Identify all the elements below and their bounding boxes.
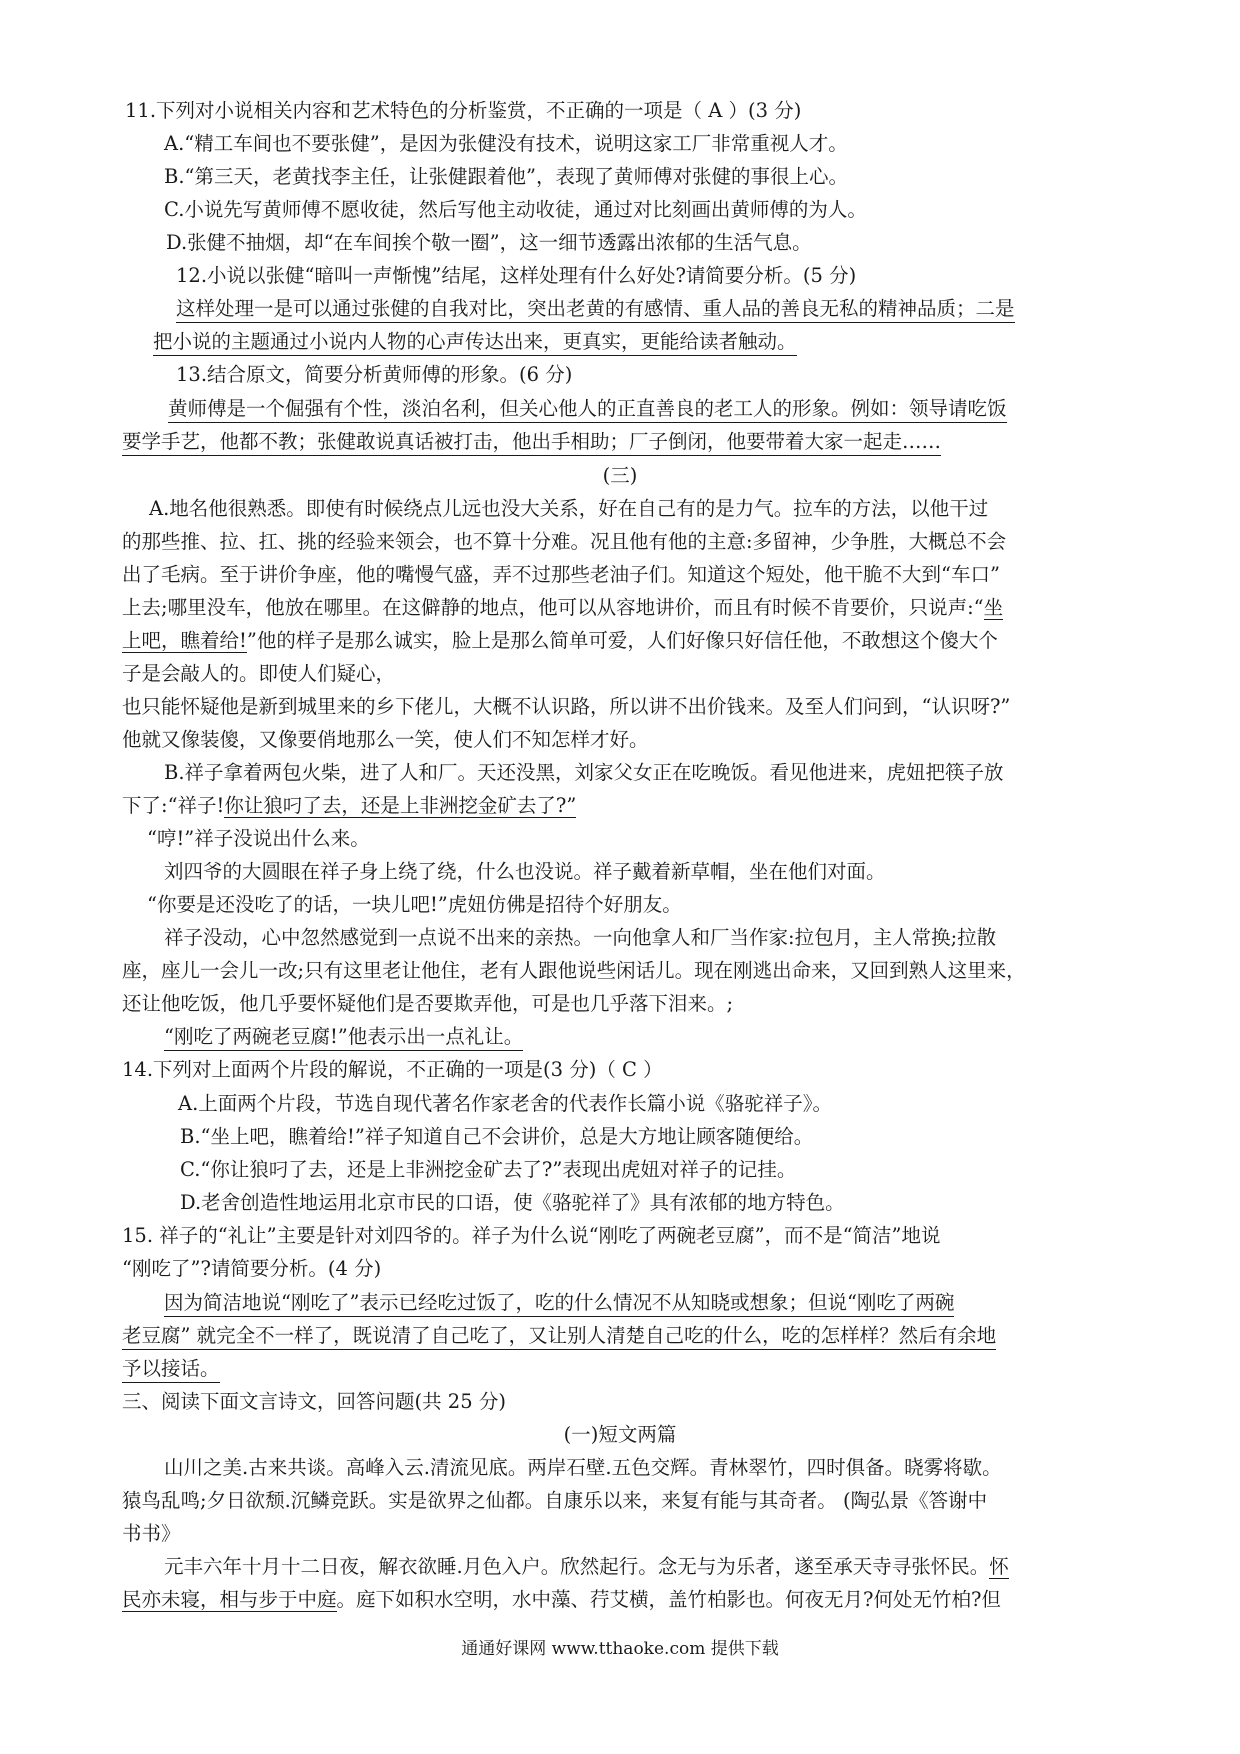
q11-option-b: B.“第三天，老黄找李主任，让张健跟着他”，表现了黄师傅对张健的事很上心。	[164, 165, 848, 188]
q14-option-c: C.“你让狼叼了去，还是上非洲挖金矿去了?”表现出虎妞对祥子的记挂。	[180, 1158, 797, 1181]
question-11: 11.下列对小说相关内容和艺术特色的分析鉴赏，不正确的一项是（ A ）(3 分)	[125, 99, 802, 122]
passage-b-line-8: 还让他吃饭，他几乎要怀疑他们是否要欺弄他，可是也几乎落下泪来。;	[122, 992, 734, 1015]
question-14: 14.下列对上面两个片段的解说，不正确的一项是(3 分)（ C ）	[122, 1058, 663, 1081]
classical-text-2-line-1-text: 元丰六年十月十二日夜，解衣欲睡.月色入户。欣然起行。念无与为乐者，遂至承天寺寻张怀民。	[164, 1555, 990, 1578]
passage-a-line-7: 也只能怀疑他是新到城里来的乡下佬儿，大概不认识路，所以讲不出价钱来。及至人们问到，“认识呀?”	[122, 695, 1011, 718]
section-3-heading: 三、阅读下面文言诗文，回答问题(共 25 分)	[122, 1390, 506, 1413]
answer-15-line-1: 因为简洁地说“刚吃了”表示已经吃过饭了，吃的什么情况不从知晓或想象；但说“刚吃了两碗	[164, 1290, 954, 1317]
classical-text-1-line-3: 书书》	[122, 1522, 181, 1545]
passage-b-line-1: B.祥子拿着两包火柴，进了人和厂。天还没黑，刘家父女正在吃晚饭。看见他进来，虎妞把筷子放	[164, 761, 1004, 784]
answer-12-line-2: 把小说的主题通过小说内人物的心声传达出来，更真实，更能给读者触动。	[153, 329, 797, 356]
q14-option-d: D.老舍创造性地运用北京市民的口语，使《骆驼祥了》具有浓郁的地方特色。	[180, 1191, 845, 1214]
passage-a-underlined-quote-start: 坐	[983, 596, 1004, 619]
answer-15-line-3: 予以接话。	[122, 1356, 220, 1383]
subsection-heading: (一)短文两篇	[563, 1423, 677, 1446]
passage-b-line-6: 祥子没动，心中忽然感觉到一点说不出来的亲热。一向他拿人和厂当作家:拉包月，主人常换;拉散	[164, 926, 997, 949]
question-15-line-1: 15. 祥子的“礼让”主要是针对刘四爷的。祥子为什么说“刚吃了两碗老豆腐”，而不是“简洁”地说	[122, 1224, 941, 1247]
passage-a-line-8: 他就又像装傻，又像要俏地那么一笑，使人们不知怎样才好。	[122, 728, 649, 751]
footer-credit: 通通好课网 www.tthaoke.com 提供下载	[461, 1639, 779, 1659]
passage-a-line-3: 出了毛病。至于讲价争座，他的嘴慢气盛，弄不过那些老油子们。知道这个短处，他干脆不大到“车口”	[122, 563, 1000, 586]
q11-option-c: C.小说先写黄师傅不愿收徒，然后写他主动收徒，通过对比刻画出黄师傅的为人。	[164, 198, 867, 221]
passage-a-underlined-quote: 上吧，瞧着给!	[122, 629, 247, 652]
passage-a-line-4-text: 上去;哪里没车，他放在哪里。在这僻静的地点，他可以从容地讲价，而且有时候不肯要价，只说声:“	[122, 596, 984, 619]
classical-text-1-line-2: 猿鸟乱鸣;夕日欲颓.沉鳞竞跃。实是欲界之仙都。自康乐以来，来复有能与其奇者。 (陶弘景《答谢中	[122, 1489, 988, 1512]
passage-b-line-3: “哼!”祥子没说出什么来。	[147, 827, 370, 850]
answer-13-line-1: 黄师傅是一个倔强有个性，淡泊名利，但关心他人的正直善良的老工人的形象。例如：领导请吃饭	[168, 396, 1007, 423]
q14-option-b: B.“坐上吧，瞧着给!”祥子知道自己不会讲价，总是大方地让顾客随便给。	[180, 1125, 814, 1148]
passage-a-line-5	[122, 628, 998, 654]
passage-a-line-5-text: ”他的样子是那么诚实，脸上是那么简单可爱，人们好像只好信任他，不敢想这个傻大个	[246, 629, 998, 652]
classical-text-2-underlined: 民亦未寝，相与步于中庭	[122, 1588, 337, 1611]
classical-text-2-line-2	[122, 1587, 1001, 1613]
q14-option-a: A.上面两个片段，节选自现代著名作家老舍的代表作长篇小说《骆驼祥子》。	[178, 1092, 833, 1115]
passage-a-line-4	[122, 595, 1003, 621]
classical-text-2-underlined-start: 怀	[989, 1555, 1009, 1578]
classical-text-1-line-1: 山川之美.古来共谈。高峰入云.清流见底。两岸石壁.五色交辉。青林翠竹，四时俱备。晓雾将歇。	[164, 1456, 1002, 1479]
question-13: 13.结合原文，简要分析黄师傅的形象。(6 分)	[176, 363, 573, 386]
question-12: 12.小说以张健“暗叫一声惭愧”结尾，这样处理有什么好处?请简要分析。(5 分)	[176, 264, 857, 287]
passage-b-line-9: “刚吃了两碗老豆腐!”他表示出一点礼让。	[164, 1024, 523, 1051]
passage-b-line-2	[122, 793, 576, 819]
answer-12-line-1: 这样处理一是可以通过张健的自我对比，突出老黄的有感情、重人品的善良无私的精神品质；二是	[176, 296, 1015, 323]
section-heading-3: (三)	[602, 464, 638, 487]
question-15-line-2: “刚吃了”?请简要分析。(4 分)	[122, 1257, 382, 1280]
passage-a-line-1: A.地名他很熟悉。即使有时候绕点儿远也没大关系，好在自己有的是力气。拉车的方法，以他干过	[149, 497, 989, 520]
answer-13-line-2: 要学手艺，他都不教；张健敢说真话被打击，他出手相助；厂子倒闭，他要带着大家一起走……	[122, 429, 941, 456]
passage-b-line-7: 座，座儿一会儿一改;只有这里老让他住，老有人跟他说些闲话儿。现在刚逃出命来，又回到熟人这里来，	[122, 959, 1026, 982]
passage-a-line-6: 子是会敲人的。即使人们疑心，	[122, 662, 396, 685]
classical-text-2-line-2-text: 。庭下如积水空明，水中藻、荇艾横，盖竹柏影也。何夜无月?何处无竹柏?但	[336, 1588, 1001, 1611]
classical-text-2-line-1	[164, 1554, 1009, 1580]
q11-option-a: A.“精工车间也不要张健”，是因为张健没有技术，说明这家工厂非常重视人才。	[164, 132, 848, 155]
passage-b-line-5: “你要是还没吃了的话，一块儿吧!”虎妞仿佛是招待个好朋友。	[147, 893, 682, 916]
passage-a-line-2: 的那些推、拉、扛、挑的经验来领会，也不算十分难。况且他有他的主意:多留神，少争胜，大概总不会	[122, 530, 1007, 553]
passage-b-line-2-text: 下了:“祥子!	[122, 794, 225, 817]
passage-b-line-4: 刘四爷的大圆眼在祥子身上绕了绕，什么也没说。祥子戴着新草帽，坐在他们对面。	[164, 860, 886, 883]
q11-option-d: D.张健不抽烟，却“在车间挨个敬一圈”，这一细节透露出浓郁的生活气息。	[166, 231, 812, 254]
answer-15-line-2: 老豆腐” 就完全不一样了，既说清了自己吃了，又让别人清楚自己吃的什么，吃的怎样样？然后有余地	[122, 1323, 996, 1350]
passage-b-underlined-quote: 你让狼叼了去，还是上非洲挖金矿去了?”	[224, 794, 577, 817]
